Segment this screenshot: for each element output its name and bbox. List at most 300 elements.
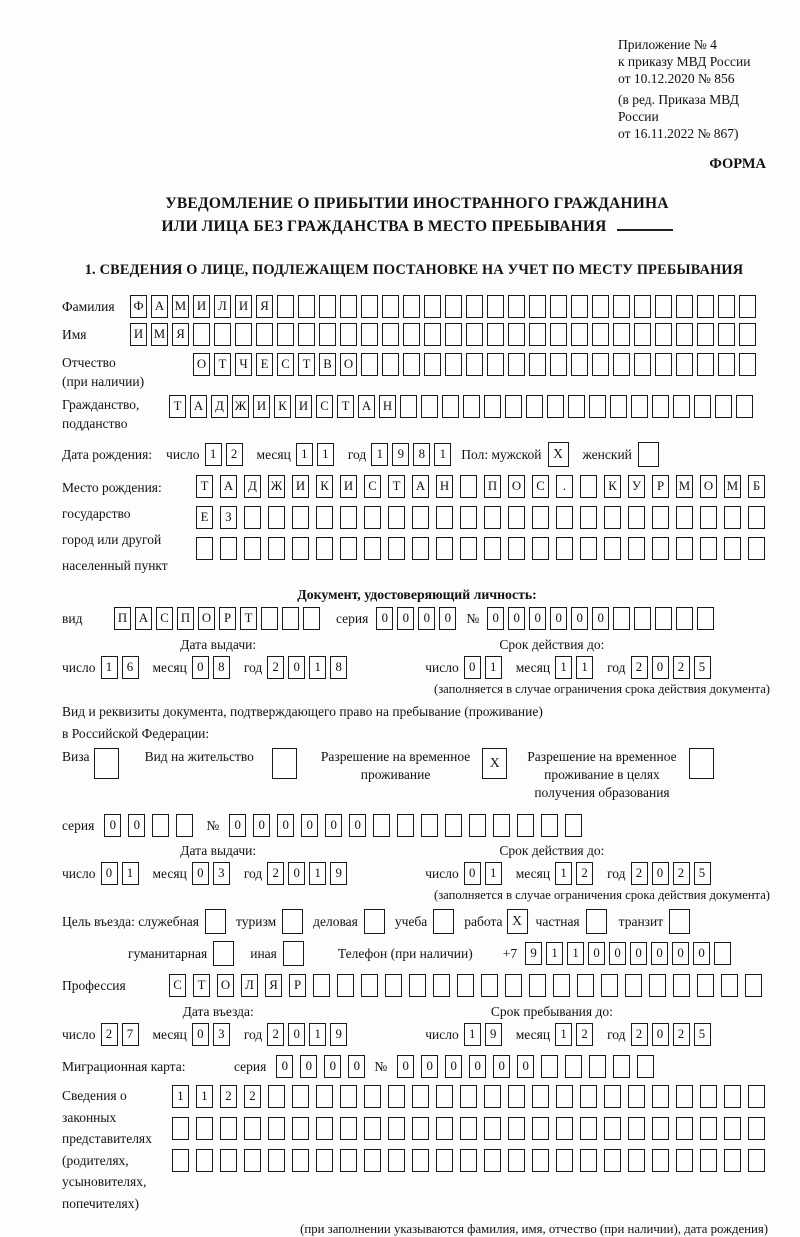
char-cell[interactable] (196, 537, 213, 560)
char-cell[interactable] (412, 537, 429, 560)
char-cell[interactable] (739, 323, 756, 346)
char-cell[interactable] (316, 1149, 333, 1172)
char-cell[interactable] (397, 814, 414, 837)
char-cell[interactable] (298, 323, 315, 346)
char-cell[interactable] (655, 353, 672, 376)
char-cell[interactable] (340, 295, 357, 318)
char-cell[interactable] (388, 1149, 405, 1172)
char-cell[interactable]: Ф (130, 295, 147, 318)
char-cell[interactable] (385, 974, 402, 997)
char-cell[interactable]: Е (256, 353, 273, 376)
char-cell[interactable] (466, 295, 483, 318)
char-cell[interactable]: 2 (244, 1085, 261, 1108)
char-cell[interactable] (553, 974, 570, 997)
char-cell[interactable] (631, 395, 648, 418)
char-cell[interactable] (550, 295, 567, 318)
char-cell[interactable] (700, 506, 717, 529)
char-cell[interactable] (532, 506, 549, 529)
char-cell[interactable]: М (724, 475, 741, 498)
char-cell[interactable]: Я (172, 323, 189, 346)
char-cell[interactable] (736, 395, 753, 418)
char-cell[interactable]: 0 (672, 942, 689, 965)
char-cell[interactable]: М (151, 323, 168, 346)
char-cell[interactable] (628, 1149, 645, 1172)
char-cell[interactable] (694, 395, 711, 418)
char-cell[interactable] (388, 1117, 405, 1140)
char-cell[interactable] (505, 974, 522, 997)
char-cell[interactable] (718, 295, 735, 318)
char-cell[interactable]: 0 (192, 656, 209, 679)
char-cell[interactable] (652, 537, 669, 560)
char-cell[interactable] (529, 295, 546, 318)
char-cell[interactable]: 0 (349, 814, 366, 837)
char-cell[interactable] (592, 323, 609, 346)
char-cell[interactable]: Т (240, 607, 257, 630)
char-cell[interactable]: О (700, 475, 717, 498)
purpose-study-checkbox[interactable] (433, 909, 454, 934)
char-cell[interactable]: С (316, 395, 333, 418)
char-cell[interactable]: 5 (694, 1023, 711, 1046)
char-cell[interactable] (484, 537, 501, 560)
char-cell[interactable]: А (151, 295, 168, 318)
char-cell[interactable] (748, 537, 765, 560)
char-cell[interactable] (625, 974, 642, 997)
char-cell[interactable] (214, 323, 231, 346)
char-cell[interactable] (655, 607, 672, 630)
residence-permit-checkbox[interactable] (272, 748, 297, 779)
char-cell[interactable] (700, 1085, 717, 1108)
char-cell[interactable]: М (172, 295, 189, 318)
char-cell[interactable]: К (274, 395, 291, 418)
char-cell[interactable]: 0 (571, 607, 588, 630)
char-cell[interactable] (604, 506, 621, 529)
char-cell[interactable]: 1 (485, 862, 502, 885)
char-cell[interactable]: А (412, 475, 429, 498)
char-cell[interactable]: 8 (330, 656, 347, 679)
char-cell[interactable]: У (628, 475, 645, 498)
char-cell[interactable]: С (364, 475, 381, 498)
char-cell[interactable] (152, 814, 169, 837)
char-cell[interactable]: 8 (213, 656, 230, 679)
char-cell[interactable]: З (220, 506, 237, 529)
char-cell[interactable] (529, 353, 546, 376)
char-cell[interactable] (445, 353, 462, 376)
char-cell[interactable] (172, 1117, 189, 1140)
char-cell[interactable]: Т (193, 974, 210, 997)
char-cell[interactable] (718, 353, 735, 376)
char-cell[interactable]: Т (196, 475, 213, 498)
char-cell[interactable] (508, 323, 525, 346)
char-cell[interactable]: 1 (122, 862, 139, 885)
char-cell[interactable]: Д (211, 395, 228, 418)
char-cell[interactable]: 2 (576, 862, 593, 885)
char-cell[interactable] (364, 537, 381, 560)
char-cell[interactable]: 0 (128, 814, 145, 837)
char-cell[interactable] (589, 395, 606, 418)
char-cell[interactable] (508, 537, 525, 560)
char-cell[interactable] (436, 1149, 453, 1172)
char-cell[interactable] (580, 537, 597, 560)
char-cell[interactable] (436, 1117, 453, 1140)
char-cell[interactable] (382, 295, 399, 318)
char-cell[interactable] (604, 1149, 621, 1172)
char-cell[interactable] (568, 395, 585, 418)
char-cell[interactable] (487, 353, 504, 376)
char-cell[interactable] (244, 506, 261, 529)
char-cell[interactable]: Р (219, 607, 236, 630)
char-cell[interactable] (361, 974, 378, 997)
char-cell[interactable] (421, 395, 438, 418)
char-cell[interactable]: 0 (418, 607, 435, 630)
char-cell[interactable] (313, 974, 330, 997)
char-cell[interactable] (565, 814, 582, 837)
char-cell[interactable]: . (556, 475, 573, 498)
char-cell[interactable] (400, 395, 417, 418)
char-cell[interactable]: 2 (631, 656, 648, 679)
sex-female-checkbox[interactable] (638, 442, 659, 467)
char-cell[interactable] (652, 1117, 669, 1140)
char-cell[interactable]: О (198, 607, 215, 630)
char-cell[interactable]: 0 (529, 607, 546, 630)
char-cell[interactable]: 3 (213, 862, 230, 885)
char-cell[interactable] (235, 323, 252, 346)
char-cell[interactable] (412, 1117, 429, 1140)
char-cell[interactable]: 2 (631, 862, 648, 885)
char-cell[interactable]: И (295, 395, 312, 418)
char-cell[interactable] (176, 814, 193, 837)
char-cell[interactable] (421, 814, 438, 837)
char-cell[interactable]: 0 (630, 942, 647, 965)
char-cell[interactable] (403, 295, 420, 318)
char-cell[interactable]: И (193, 295, 210, 318)
char-cell[interactable] (463, 395, 480, 418)
char-cell[interactable] (340, 1117, 357, 1140)
char-cell[interactable]: Т (337, 395, 354, 418)
char-cell[interactable]: 0 (277, 814, 294, 837)
char-cell[interactable] (748, 506, 765, 529)
char-cell[interactable] (508, 353, 525, 376)
char-cell[interactable]: О (340, 353, 357, 376)
char-cell[interactable]: 0 (550, 607, 567, 630)
char-cell[interactable] (676, 295, 693, 318)
char-cell[interactable] (484, 1117, 501, 1140)
char-cell[interactable] (604, 537, 621, 560)
char-cell[interactable] (628, 537, 645, 560)
char-cell[interactable]: 0 (325, 814, 342, 837)
char-cell[interactable]: 1 (555, 1023, 572, 1046)
char-cell[interactable] (388, 537, 405, 560)
char-cell[interactable] (493, 814, 510, 837)
char-cell[interactable]: П (484, 475, 501, 498)
char-cell[interactable] (628, 1085, 645, 1108)
char-cell[interactable] (340, 537, 357, 560)
char-cell[interactable]: 0 (324, 1055, 341, 1078)
char-cell[interactable]: 2 (673, 1023, 690, 1046)
char-cell[interactable] (244, 1149, 261, 1172)
purpose-tourism-checkbox[interactable] (282, 909, 303, 934)
char-cell[interactable] (256, 323, 273, 346)
char-cell[interactable] (601, 974, 618, 997)
char-cell[interactable] (541, 814, 558, 837)
char-cell[interactable] (436, 506, 453, 529)
char-cell[interactable] (445, 814, 462, 837)
char-cell[interactable] (445, 323, 462, 346)
char-cell[interactable]: 0 (253, 814, 270, 837)
char-cell[interactable] (748, 1149, 765, 1172)
purpose-business-checkbox[interactable] (205, 909, 226, 934)
char-cell[interactable] (715, 395, 732, 418)
char-cell[interactable]: Н (436, 475, 453, 498)
char-cell[interactable]: 1 (464, 1023, 481, 1046)
char-cell[interactable]: И (130, 323, 147, 346)
char-cell[interactable]: 0 (288, 1023, 305, 1046)
char-cell[interactable] (292, 537, 309, 560)
char-cell[interactable] (292, 1117, 309, 1140)
char-cell[interactable] (337, 974, 354, 997)
char-cell[interactable]: В (319, 353, 336, 376)
char-cell[interactable]: 0 (300, 1055, 317, 1078)
char-cell[interactable]: Е (196, 506, 213, 529)
char-cell[interactable] (220, 537, 237, 560)
char-cell[interactable] (556, 1149, 573, 1172)
char-cell[interactable] (508, 1149, 525, 1172)
char-cell[interactable] (268, 537, 285, 560)
char-cell[interactable]: И (292, 475, 309, 498)
char-cell[interactable] (403, 323, 420, 346)
char-cell[interactable] (571, 353, 588, 376)
char-cell[interactable] (604, 1085, 621, 1108)
char-cell[interactable] (505, 395, 522, 418)
char-cell[interactable]: 1 (309, 656, 326, 679)
char-cell[interactable] (316, 537, 333, 560)
char-cell[interactable] (466, 353, 483, 376)
char-cell[interactable]: 0 (229, 814, 246, 837)
char-cell[interactable]: 2 (226, 443, 243, 466)
char-cell[interactable]: 2 (631, 1023, 648, 1046)
char-cell[interactable] (676, 1149, 693, 1172)
char-cell[interactable] (388, 506, 405, 529)
char-cell[interactable] (676, 1085, 693, 1108)
char-cell[interactable] (748, 1085, 765, 1108)
char-cell[interactable] (316, 1085, 333, 1108)
char-cell[interactable]: Т (169, 395, 186, 418)
char-cell[interactable]: 0 (288, 862, 305, 885)
char-cell[interactable] (484, 1085, 501, 1108)
char-cell[interactable] (196, 1117, 213, 1140)
char-cell[interactable] (364, 1149, 381, 1172)
char-cell[interactable] (316, 506, 333, 529)
char-cell[interactable] (303, 607, 320, 630)
char-cell[interactable] (556, 537, 573, 560)
char-cell[interactable] (550, 323, 567, 346)
char-cell[interactable]: 2 (576, 1023, 593, 1046)
char-cell[interactable] (244, 537, 261, 560)
char-cell[interactable]: 0 (192, 862, 209, 885)
char-cell[interactable]: 0 (445, 1055, 462, 1078)
char-cell[interactable]: 1 (309, 1023, 326, 1046)
char-cell[interactable]: 1 (567, 942, 584, 965)
char-cell[interactable] (373, 814, 390, 837)
char-cell[interactable] (361, 353, 378, 376)
char-cell[interactable]: 5 (694, 862, 711, 885)
purpose-commercial-checkbox[interactable] (364, 909, 385, 934)
char-cell[interactable] (277, 323, 294, 346)
char-cell[interactable] (340, 1085, 357, 1108)
char-cell[interactable]: Р (289, 974, 306, 997)
char-cell[interactable]: А (358, 395, 375, 418)
char-cell[interactable] (319, 323, 336, 346)
char-cell[interactable]: 0 (652, 656, 669, 679)
char-cell[interactable] (436, 1085, 453, 1108)
char-cell[interactable] (580, 1149, 597, 1172)
purpose-work-checkbox[interactable]: X (507, 909, 528, 934)
char-cell[interactable] (556, 1085, 573, 1108)
char-cell[interactable] (319, 295, 336, 318)
char-cell[interactable] (697, 295, 714, 318)
char-cell[interactable]: 0 (421, 1055, 438, 1078)
char-cell[interactable]: 1 (555, 656, 572, 679)
char-cell[interactable] (571, 295, 588, 318)
char-cell[interactable] (193, 323, 210, 346)
char-cell[interactable]: Т (214, 353, 231, 376)
char-cell[interactable]: 1 (196, 1085, 213, 1108)
char-cell[interactable] (589, 1055, 606, 1078)
char-cell[interactable]: К (604, 475, 621, 498)
char-cell[interactable]: Л (214, 295, 231, 318)
char-cell[interactable]: А (220, 475, 237, 498)
char-cell[interactable]: 1 (546, 942, 563, 965)
char-cell[interactable] (580, 1117, 597, 1140)
char-cell[interactable]: 0 (609, 942, 626, 965)
char-cell[interactable] (412, 506, 429, 529)
char-cell[interactable] (412, 1149, 429, 1172)
char-cell[interactable] (673, 395, 690, 418)
char-cell[interactable]: 9 (330, 1023, 347, 1046)
char-cell[interactable] (613, 607, 630, 630)
char-cell[interactable] (700, 537, 717, 560)
char-cell[interactable] (220, 1117, 237, 1140)
char-cell[interactable]: 2 (673, 656, 690, 679)
char-cell[interactable] (466, 323, 483, 346)
char-cell[interactable] (529, 974, 546, 997)
char-cell[interactable]: 2 (673, 862, 690, 885)
char-cell[interactable] (424, 295, 441, 318)
char-cell[interactable]: С (169, 974, 186, 997)
char-cell[interactable]: 1 (296, 443, 313, 466)
char-cell[interactable] (532, 1085, 549, 1108)
char-cell[interactable] (460, 1149, 477, 1172)
char-cell[interactable] (724, 506, 741, 529)
char-cell[interactable] (316, 1117, 333, 1140)
char-cell[interactable]: 1 (309, 862, 326, 885)
char-cell[interactable] (628, 506, 645, 529)
char-cell[interactable]: А (135, 607, 152, 630)
char-cell[interactable] (652, 1149, 669, 1172)
char-cell[interactable]: 2 (220, 1085, 237, 1108)
temp-residence-edu-checkbox[interactable] (689, 748, 714, 779)
char-cell[interactable]: 0 (439, 607, 456, 630)
char-cell[interactable] (220, 1149, 237, 1172)
char-cell[interactable] (460, 506, 477, 529)
char-cell[interactable] (282, 607, 299, 630)
char-cell[interactable] (484, 506, 501, 529)
char-cell[interactable] (460, 1085, 477, 1108)
char-cell[interactable] (676, 1117, 693, 1140)
char-cell[interactable]: Т (388, 475, 405, 498)
char-cell[interactable] (526, 395, 543, 418)
char-cell[interactable] (460, 537, 477, 560)
char-cell[interactable]: Я (256, 295, 273, 318)
visa-checkbox[interactable] (94, 748, 119, 779)
char-cell[interactable] (577, 974, 594, 997)
char-cell[interactable]: 0 (493, 1055, 510, 1078)
purpose-other-checkbox[interactable] (283, 941, 304, 966)
char-cell[interactable] (637, 1055, 654, 1078)
char-cell[interactable]: 0 (652, 862, 669, 885)
char-cell[interactable]: 0 (192, 1023, 209, 1046)
char-cell[interactable] (532, 1149, 549, 1172)
char-cell[interactable]: 0 (348, 1055, 365, 1078)
char-cell[interactable] (613, 323, 630, 346)
char-cell[interactable] (361, 295, 378, 318)
char-cell[interactable]: 2 (267, 1023, 284, 1046)
char-cell[interactable] (652, 506, 669, 529)
char-cell[interactable] (556, 1117, 573, 1140)
char-cell[interactable] (481, 974, 498, 997)
char-cell[interactable] (655, 323, 672, 346)
char-cell[interactable] (700, 1149, 717, 1172)
char-cell[interactable]: 2 (267, 862, 284, 885)
char-cell[interactable] (634, 353, 651, 376)
char-cell[interactable] (556, 506, 573, 529)
char-cell[interactable]: Л (241, 974, 258, 997)
char-cell[interactable] (724, 1149, 741, 1172)
char-cell[interactable] (697, 323, 714, 346)
char-cell[interactable]: 0 (651, 942, 668, 965)
char-cell[interactable] (628, 1117, 645, 1140)
char-cell[interactable] (244, 1117, 261, 1140)
char-cell[interactable]: 1 (205, 443, 222, 466)
char-cell[interactable]: 0 (469, 1055, 486, 1078)
char-cell[interactable]: 1 (317, 443, 334, 466)
char-cell[interactable] (268, 1085, 285, 1108)
char-cell[interactable]: 0 (397, 1055, 414, 1078)
char-cell[interactable] (433, 974, 450, 997)
char-cell[interactable]: С (532, 475, 549, 498)
char-cell[interactable]: 0 (693, 942, 710, 965)
char-cell[interactable]: Ж (268, 475, 285, 498)
char-cell[interactable]: 0 (592, 607, 609, 630)
char-cell[interactable]: П (114, 607, 131, 630)
char-cell[interactable] (634, 607, 651, 630)
char-cell[interactable] (697, 353, 714, 376)
char-cell[interactable] (340, 323, 357, 346)
char-cell[interactable]: 3 (213, 1023, 230, 1046)
char-cell[interactable]: Ж (232, 395, 249, 418)
char-cell[interactable]: 2 (101, 1023, 118, 1046)
char-cell[interactable]: 0 (288, 656, 305, 679)
char-cell[interactable]: 0 (588, 942, 605, 965)
purpose-private-checkbox[interactable] (586, 909, 607, 934)
char-cell[interactable]: Н (379, 395, 396, 418)
char-cell[interactable]: 1 (485, 656, 502, 679)
char-cell[interactable] (361, 323, 378, 346)
char-cell[interactable]: П (177, 607, 194, 630)
char-cell[interactable]: 0 (464, 656, 481, 679)
char-cell[interactable] (409, 974, 426, 997)
char-cell[interactable]: Д (244, 475, 261, 498)
char-cell[interactable] (580, 1085, 597, 1108)
